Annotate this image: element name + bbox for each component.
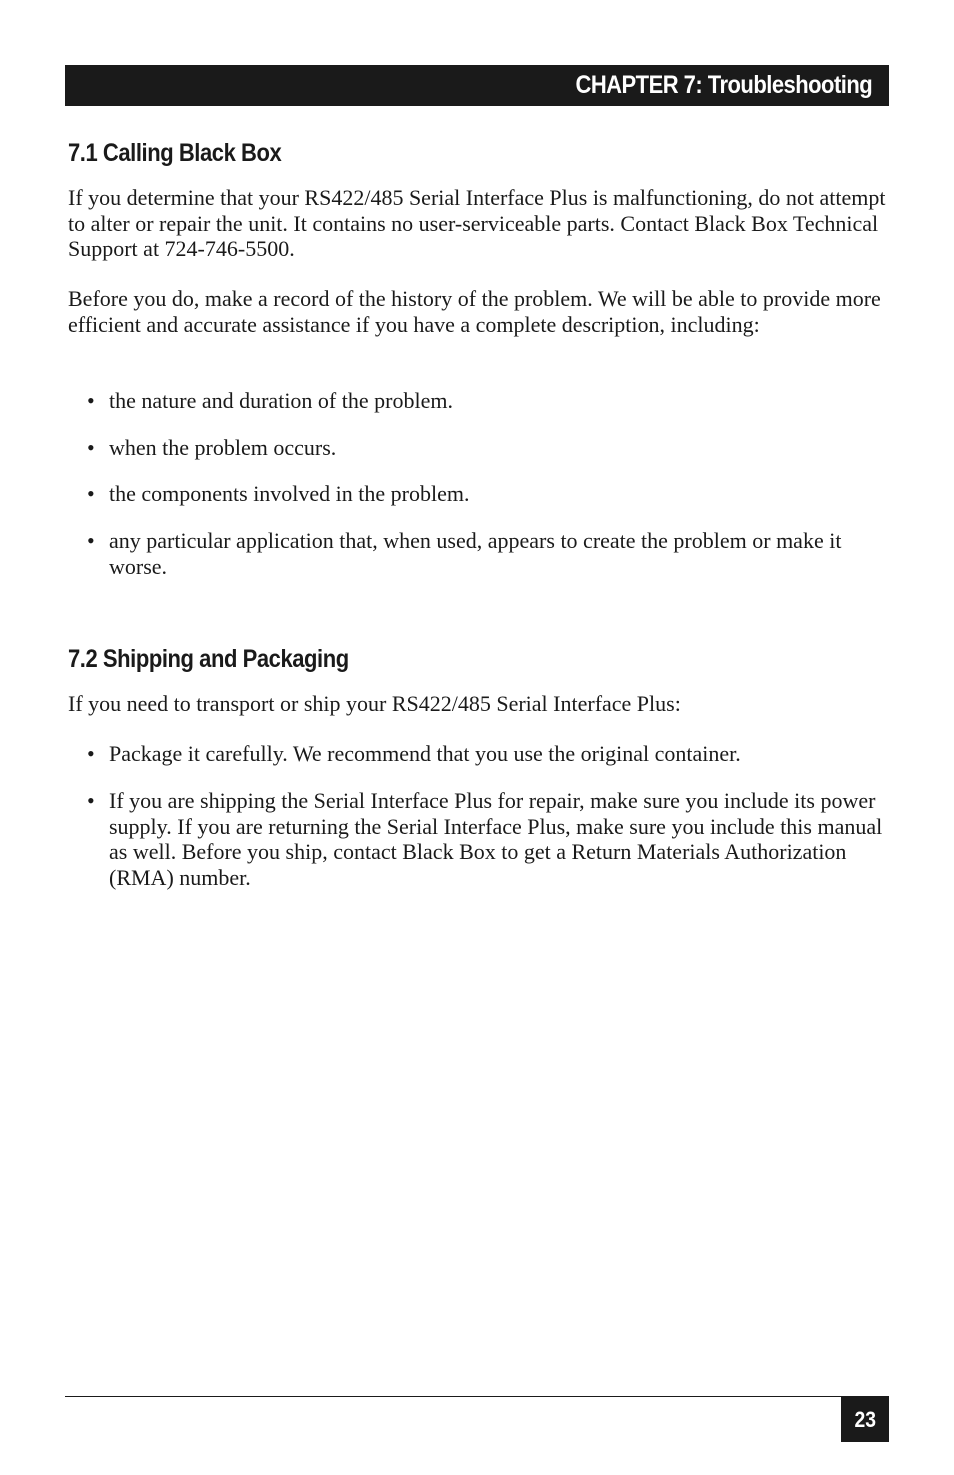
bullet-marker: • <box>87 435 95 460</box>
footer-rule <box>65 1396 889 1397</box>
list-item-text: the components involved in the problem. <box>109 481 470 506</box>
paragraph-malfunction: If you determine that your RS422/485 Serial Interface Plus is malfunctioning, do not attempt to alter or repair the unit. It contains no user-serviceable parts. Contact Black Box Technical Support at 724-746-5500. <box>68 185 886 261</box>
list-item-text: Package it carefully. We recommend that you use the original container. <box>109 741 741 766</box>
list-item <box>87 435 887 461</box>
list-item <box>87 481 887 507</box>
bullet-marker: • <box>87 388 95 413</box>
bullet-marker: • <box>87 528 95 553</box>
list-item-text: any particular application that, when used, appears to create the problem or make it worse. <box>109 528 842 579</box>
bullet-marker: • <box>87 788 95 813</box>
list-item <box>87 388 887 414</box>
paragraph-record-history: Before you do, make a record of the history of the problem. We will be able to provide more efficient and accurate assistance if you have a complete description, including: <box>68 286 881 337</box>
section-heading-calling-black-box: 7.1 Calling Black Box <box>68 139 282 167</box>
chapter-title: CHAPTER 7: Troubleshooting <box>575 71 872 99</box>
chapter-header-bar <box>65 65 889 106</box>
list-item <box>87 528 887 579</box>
section-heading-shipping-packaging: 7.2 Shipping and Packaging <box>68 645 349 673</box>
page-number-box <box>841 1397 889 1442</box>
list-item-text: the nature and duration of the problem. <box>109 388 453 413</box>
list-item <box>87 741 887 767</box>
list-item <box>87 788 887 890</box>
paragraph-transport: If you need to transport or ship your RS422/485 Serial Interface Plus: <box>68 691 681 716</box>
list-item-text: when the problem occurs. <box>109 435 337 460</box>
bullet-marker: • <box>87 741 95 766</box>
bullet-marker: • <box>87 481 95 506</box>
page-number: 23 <box>854 1406 876 1432</box>
list-item-text: If you are shipping the Serial Interface Plus for repair, make sure you include its power supply. If you are returning the Serial Interface Plus, make sure you include this manual as well. Before you ship, contact Black Box to get a Return Materials Authorization (RMA) number. <box>109 788 883 890</box>
